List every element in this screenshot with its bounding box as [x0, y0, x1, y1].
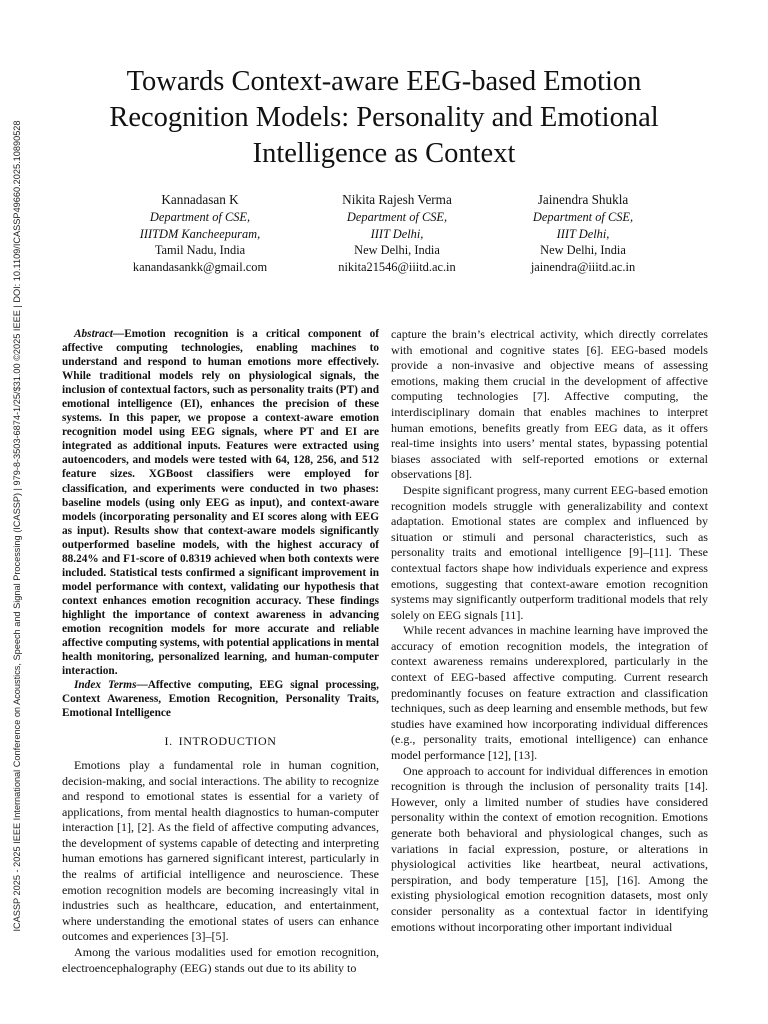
paragraph: One approach to account for individual differences in emotion recognition is through the inclusion of personality traits [14]. However, only a limited number of studies have considered personality within the context of emotion recognition. Emotions generate both behavioral and physiological changes, such as variations in facial expression, posture, or alterations in physiological activities like heartbeat, neural activations, perspiration, and body temperature [15], [16]. Among the existing physiological emotion recognition datasets, most only consider personality as a contextual factor in identifying emotions without incorporating other important individual [391, 763, 708, 934]
copyright-text: ICASSP 2025 - 2025 IEEE International Conference on Acoustics, Speech and Signal Processing (ICASSP) | 979-8-3503-6874-1/25/$31.00 ©2025 IEEE | DOI: 10.1109/ICASSP49660.2025.10890528 [12, 120, 22, 932]
author-inst: IIIT Delhi, [370, 226, 424, 241]
abstract-text: —Emotion recognition is a critical component of affective computing technologies, enabling machines to understand and respond to human emotions more effectively. While traditional models rely on physiological signals, the inclusion of contextual factors, such as personality traits (PT) and emotional intelligence (EI), enhances the precision of these systems. In this paper, we propose a context-aware emotion recognition model using EEG signals, where PT and EI are integrated as additional inputs. Features were extracted using autoencoders, and models were tested with 64, 128, 256, and 512 feature sizes. XGBoost classifiers were employed for classification, and experiments were conducted in two phases: baseline models (using only EEG as input), and context-aware models (incorporating personality and EI scores along with EEG as input). Results show that context-aware models significantly outperformed baseline models, with the highest accuracy of 88.24% and F1-score of 0.8319 achieved when both contexts were included. Statistical tests confirmed a significant improvement in model performance with context, validating our hypothesis that context enhances emotion recognition accuracy. These findings highlight the importance of context awareness in advancing emotion recognition models for more accurate and reliable affective computing systems, with potential applications in mental health monitoring, personalized learning, and human-computer interaction. [62, 328, 379, 678]
paragraph: Among the various modalities used for emotion recognition, electroencephalography (EEG) stands out due to its ability to [62, 945, 379, 975]
title-line: Towards Context-aware EEG-based Emotion [126, 66, 642, 97]
author-name: Kannadasan K [161, 192, 239, 207]
author-2 [297, 192, 497, 275]
author-location: New Delhi, India [354, 243, 440, 258]
title-line: Recognition Models: Personality and Emotional [109, 102, 659, 133]
section-heading [62, 734, 379, 750]
author-email: nikita21546@iiitd.ac.in [338, 259, 456, 274]
author-name: Jainendra Shukla [537, 192, 629, 207]
title-line: Intelligence as Context [252, 138, 516, 169]
author-dept: Department of CSE, [149, 210, 251, 225]
section-number: I. [164, 734, 173, 749]
paragraph: Emotions play a fundamental role in human cognition, decision-making, and social interactions. The ability to recognize and respond to emotional states is essential for a variety of applications, from mental health diagnostics to human-computer interaction [1], [2]. As the field of affective computing advances, the development of systems capable of detecting and interpreting human emotions has garnered significant interest, particularly in the realms of artificial intelligence and neuroscience. These emotion recognition models are becoming increasingly vital in industries such as healthcare, education, and entertainment, where understanding the emotional states of users can enhance outcomes and experiences [3]–[5]. [62, 757, 379, 944]
section-title: INTRODUCTION [178, 734, 277, 749]
author-inst: IIIT Delhi, [556, 226, 610, 241]
index-terms-label: Index Terms [74, 679, 137, 692]
abstract-label: Abstract [74, 328, 113, 340]
paper-title [60, 64, 708, 172]
author-email: jainendra@iiitd.ac.in [530, 259, 636, 274]
author-location: New Delhi, India [540, 243, 626, 258]
index-terms [62, 678, 379, 720]
author-inst: IIITDM Kancheepuram, [139, 226, 261, 241]
author-name: Nikita Rajesh Verma [342, 192, 452, 207]
index-terms-text: —Affective computing, EEG signal processing, Context Awareness, Emotion Recognition, Personality Traits, Emotional Intelligence [62, 679, 379, 720]
right-column [391, 327, 708, 935]
author-1 [100, 192, 300, 275]
author-email: kanandasankk@gmail.com [132, 259, 268, 274]
copyright-sidebar [9, 96, 25, 956]
author-3 [483, 192, 683, 275]
abstract [62, 327, 379, 678]
paragraph: While recent advances in machine learning have improved the accuracy of emotion recognition models, the integration of context awareness remains underexplored, particularly in the context of EEG-based affective computing. Current research predominantly focuses on feature extraction and classification techniques, such as deep learning and ensemble methods, but few studies have examined how incorporating individual differences (e.g., personality traits, emotional intelligence) can enhance model performance [12], [13]. [391, 623, 708, 763]
paragraph: capture the brain’s electrical activity, which directly correlates with emotional and cognitive states [6]. EEG-based models provide a non-invasive and objective means of assessing emotions, making them crucial in the development of affective computing technologies [7]. Affective computing, the interdisciplinary domain that enables machines to interpret human emotions, benefits greatly from EEG data, as it offers real-time insights into users’ mental states, bypassing potential biases associated with self-reported emotions or external observations [8]. [391, 327, 708, 482]
left-column [62, 327, 379, 976]
author-dept: Department of CSE, [346, 210, 448, 225]
author-dept: Department of CSE, [532, 210, 634, 225]
paragraph: Despite significant progress, many current EEG-based emotion recognition models struggle with generalizability and context adaptation. Emotional states are complex and influenced by situation or stimuli and personal characteristics, such as personality traits and emotional intelligence [9]–[11]. These contextual factors shape how individuals experience and express emotions, suggesting that context-aware emotion recognition systems may significantly outperform traditional models that rely solely on EEG signals [11]. [391, 482, 708, 622]
author-location: Tamil Nadu, India [154, 243, 246, 258]
